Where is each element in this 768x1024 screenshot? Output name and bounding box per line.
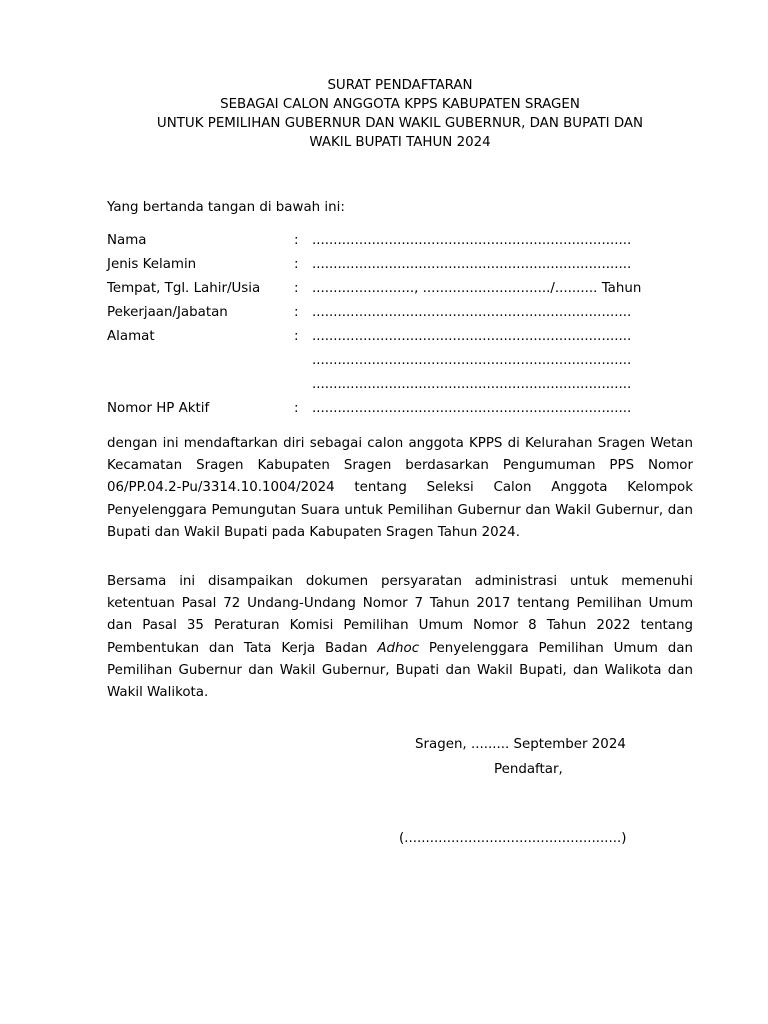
document-title	[0, 76, 768, 152]
field-label-nomor-hp: Nomor HP Aktif	[107, 400, 210, 416]
field-row-pekerjaan	[107, 300, 693, 324]
field-row-alamat	[107, 324, 693, 348]
field-label-alamat: Alamat	[107, 328, 155, 344]
field-row-nomor-hp	[107, 396, 693, 420]
field-colon: :	[294, 280, 299, 296]
title-line-3: UNTUK PEMILIHAN GUBERNUR DAN WAKIL GUBERNUR, DAN BUPATI DAN	[156, 116, 644, 131]
field-value-pekerjaan: ...........................................................................	[312, 304, 632, 320]
signature-name-line: (...................................................)	[399, 831, 627, 846]
field-row-tempat-tgl-lahir	[107, 276, 693, 300]
field-row-alamat-cont	[107, 372, 693, 396]
field-label-tempat-tgl-lahir: Tempat, Tgl. Lahir/Usia	[107, 280, 261, 296]
field-value-alamat-line-3: ...........................................................................	[312, 376, 632, 392]
requirements-paragraph	[107, 571, 693, 704]
field-label-pekerjaan: Pekerjaan/Jabatan	[107, 304, 228, 320]
field-value-alamat-line-2: ...........................................................................	[312, 352, 632, 368]
intro-text: Yang bertanda tangan di bawah ini:	[107, 200, 345, 215]
field-value-alamat-line-1: ...........................................................................	[312, 328, 632, 344]
requirements-italic-term: Adhoc	[377, 640, 420, 656]
requirements-text-start: Bersama ini disampaikan dokumen persyaratan administrasi untuk memenuhi ketentuan Pasal 72 Undang-Undang Nomor 7 Tahun 2017 tentang Pemilihan Umum dan Pasal 35 Peraturan Komisi Pemilihan Umum Nomor 8 Tahun 2022 tentang Pembentukan dan Tata Kerja Badan	[107, 574, 693, 656]
field-value-nama: ...........................................................................	[312, 232, 632, 248]
field-colon: :	[294, 232, 299, 248]
registration-paragraph: dengan ini mendaftarkan diri sebagai calon anggota KPPS di Kelurahan Sragen Wetan Kecamatan Sragen Kabupaten Sragen berdasarkan Pengumuman PPS Nomor 06/PP.04.2-Pu/3314.10.1004/2024 tentang Seleksi Calon Anggota Kelompok Penyelenggara Pemungutan Suara untuk Pemilihan Gubernur dan Wakil Gubernur, dan Bupati dan Wakil Bupati pada Kabupaten Sragen Tahun 2024.	[107, 436, 693, 540]
requirements-text-end: Penyelenggara Pemilihan Umum dan Pemilihan Gubernur dan Wakil Gubernur, Bupati dan Wakil Bupati, dan Walikota dan Wakil Walikota.	[107, 640, 693, 701]
title-line-2: SEBAGAI CALON ANGGOTA KPPS KABUPATEN SRAGEN	[220, 97, 580, 112]
signature-role: Pendaftar,	[494, 762, 563, 777]
title-line-1: SURAT PENDAFTARAN	[327, 78, 473, 93]
signature-place-date: Sragen, ......... September 2024	[415, 737, 626, 752]
field-row-nama	[107, 228, 693, 252]
field-row-alamat-cont	[107, 348, 693, 372]
field-row-jenis-kelamin	[107, 252, 693, 276]
field-colon: :	[294, 304, 299, 320]
field-colon: :	[294, 256, 299, 272]
field-colon: :	[294, 328, 299, 344]
field-label-jenis-kelamin: Jenis Kelamin	[107, 256, 197, 272]
applicant-fields	[107, 228, 693, 420]
title-line-4: WAKIL BUPATI TAHUN 2024	[309, 135, 491, 150]
field-value-nomor-hp: ...........................................................................	[312, 400, 632, 416]
field-value-jenis-kelamin: ...........................................................................	[312, 256, 632, 272]
field-colon: :	[294, 400, 299, 416]
field-label-nama: Nama	[107, 232, 147, 248]
field-value-tempat-tgl-lahir: ........................, ............................../.......... Tahun	[312, 280, 642, 296]
